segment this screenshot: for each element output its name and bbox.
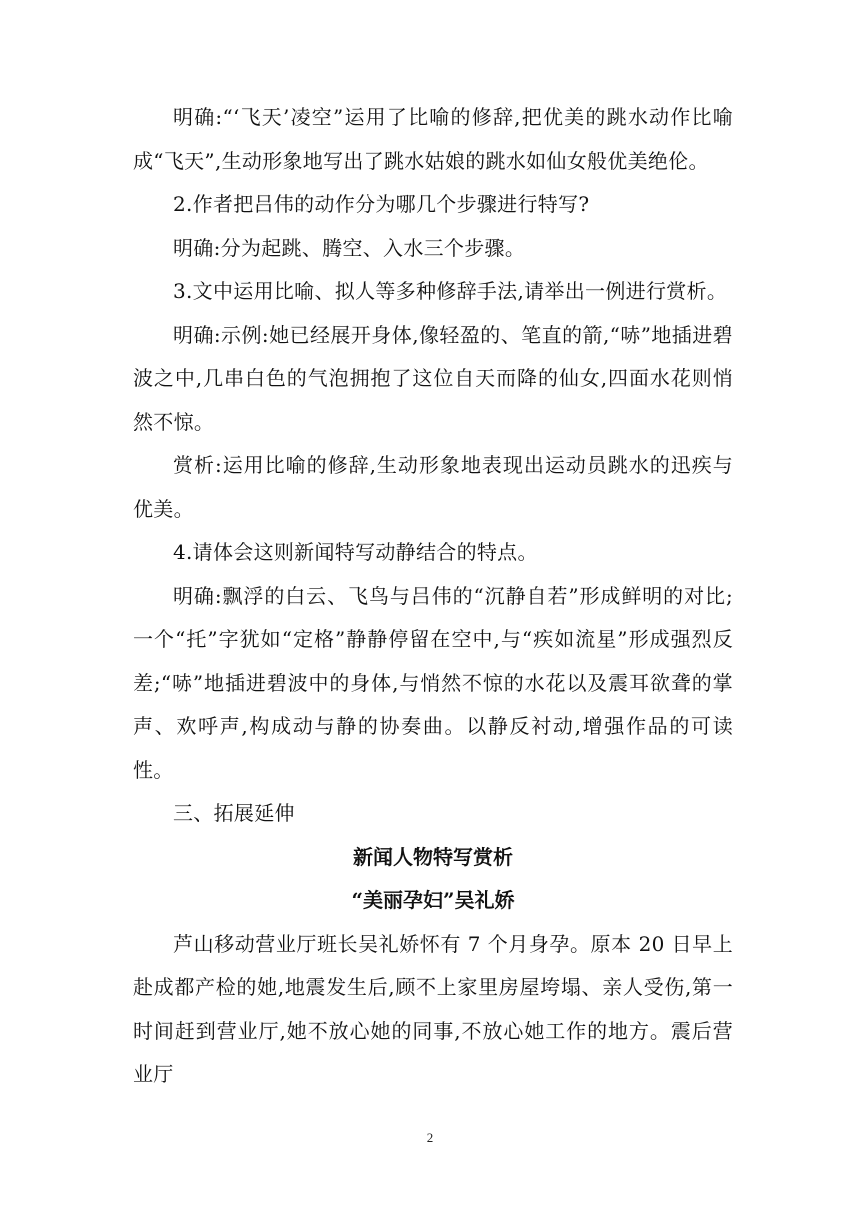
question-3: 3.文中运用比喻、拟人等多种修辞手法,请举出一例进行赏析。 — [173, 279, 728, 303]
article-heading: 新闻人物特写赏析 — [353, 844, 513, 869]
page-number: 2 — [426, 1130, 434, 1145]
answer-paragraph-2: 明确:分为起跳、腾空、入水三个步骤。 — [173, 235, 526, 260]
article-title: “美丽孕妇”吴礼娇 — [351, 888, 515, 912]
answer-paragraph-4: 明确:飘浮的白云、飞鸟与吕伟的“沉静自若”形成鲜明的对比;一个“托”字犹如“定格”静静停留在空中,与“疾如流星”形成强烈反差;“哧”地插进碧波中的身体,与悄然不惊的水花以及震耳欲聋的掌声、欢呼声,构成动与静的协奏曲。以静反衬动,增强作品的可读性。 — [133, 583, 733, 782]
appreciation-paragraph: 赏析:运用比喻的修辞,生动形象地表现出运动员跳水的迅疾与优美。 — [133, 453, 733, 521]
article-body: 芦山移动营业厅班长吴礼娇怀有 7 个月身孕。原本 20 日早上赴成都产检的她,地震发生后,顾不上家里房屋垮塌、亲人受伤,第一时间赶到营业厅,她不放心她的同事,不放心她工作的地方。震后营业厅 — [133, 931, 733, 1086]
question-4: 4.请体会这则新闻特写动静结合的特点。 — [173, 540, 538, 564]
answer-paragraph-3: 明确:示例:她已经展开身体,像轻盈的、笔直的箭,“哧”地插进碧波之中,几串白色的气泡拥抱了这位自天而降的仙女,四面水花则悄然不惊。 — [133, 322, 733, 434]
document-body — [133, 96, 733, 1097]
question-2: 2.作者把吕伟的动作分为哪几个步骤进行特写? — [173, 192, 590, 216]
section-heading: 三、拓展延伸 — [173, 801, 295, 825]
answer-paragraph-1: 明确:“‘飞天’凌空”运用了比喻的修辞,把优美的跳水动作比喻成“飞天”,生动形象地写出了跳水姑娘的跳水如仙女般优美绝伦。 — [133, 105, 733, 173]
